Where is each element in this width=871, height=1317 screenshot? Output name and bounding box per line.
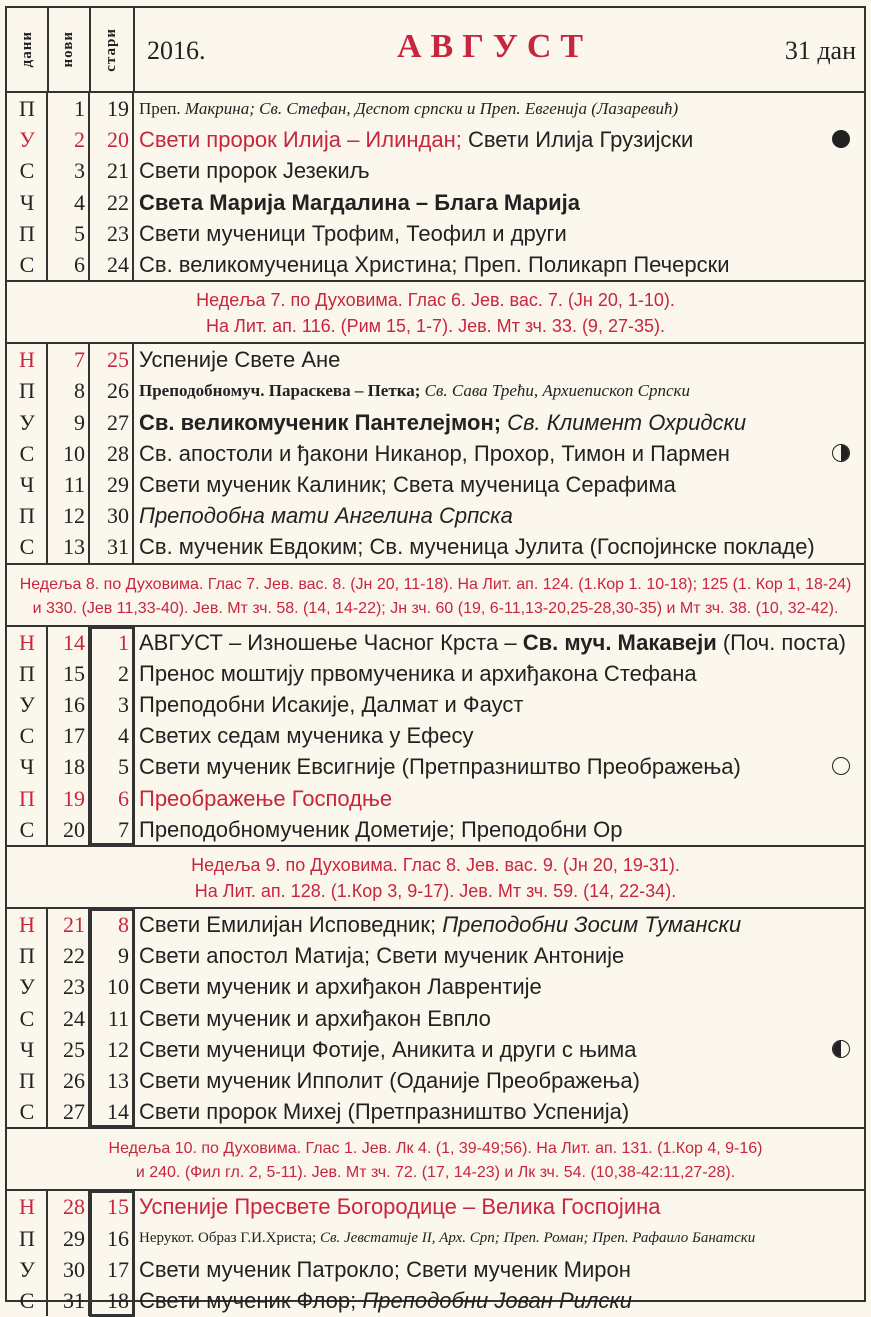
day-row xyxy=(7,909,864,940)
feast-text xyxy=(139,658,697,689)
column-divider xyxy=(46,93,48,280)
day-row xyxy=(7,1034,864,1065)
feast-text xyxy=(139,1223,755,1254)
feast-segment: Преподобни Зосим Тумански xyxy=(442,912,742,937)
new-date-cell: 15 xyxy=(63,660,85,686)
old-date-cell: 22 xyxy=(107,189,129,215)
weekday-cell: С xyxy=(19,1005,35,1031)
feast-text xyxy=(139,407,746,438)
feast-text xyxy=(139,1254,631,1285)
weekday-cell: Н xyxy=(19,347,35,373)
old-date-cell: 5 xyxy=(118,754,129,780)
feast-text xyxy=(139,1096,629,1127)
new-date-cell: 20 xyxy=(63,816,85,842)
weekday-cell: Н xyxy=(19,629,35,655)
column-divider xyxy=(88,344,90,562)
new-date-cell: 4 xyxy=(74,189,85,215)
new-date-cell: 13 xyxy=(63,534,85,560)
feast-text xyxy=(139,1065,640,1096)
new-date-cell: 23 xyxy=(63,974,85,1000)
feast-segment: Преподобномуч. Параскева – Петка; xyxy=(139,381,421,401)
day-row xyxy=(7,1254,864,1285)
feast-text xyxy=(139,1003,491,1034)
sunday-readings xyxy=(7,1127,864,1191)
feast-segment: Свети пророк Језекиљ xyxy=(139,158,370,184)
feast-segment: Свети мученик и архиђакон Лаврентије xyxy=(139,974,542,1000)
weekday-cell: С xyxy=(19,816,35,842)
old-date-cell: 8 xyxy=(118,912,129,937)
feast-segment: (Поч. поста) xyxy=(716,629,846,655)
feast-text xyxy=(139,627,846,658)
column-divider xyxy=(46,627,48,845)
weekday-cell: Ч xyxy=(19,472,35,497)
day-row xyxy=(7,407,864,438)
feast-segment: Свети мученици Фотије, Аникита и други с њима xyxy=(139,1036,637,1062)
weekday-cell: П xyxy=(19,943,35,969)
weekday-cell: П xyxy=(19,1068,35,1093)
old-date-cell: 11 xyxy=(107,1005,129,1031)
feast-segment: Свети мученици Трофим, Теофил и други xyxy=(139,220,567,246)
feast-segment: Преподобни Исакије, Далмат и Фауст xyxy=(139,692,524,717)
day-row xyxy=(7,249,864,280)
old-date-cell: 9 xyxy=(118,943,129,969)
feast-segment: Светих седам мученика у Ефесу xyxy=(139,723,474,749)
weekday-cell: У xyxy=(19,1256,35,1282)
feast-text xyxy=(139,1034,637,1065)
feast-segment: Преподобномученик Дометије; Преподобни Ор xyxy=(139,816,623,842)
sunday-readings xyxy=(7,845,864,909)
feast-segment: Св. Сава Трећи, Архиепископ Српски xyxy=(420,381,690,401)
day-row xyxy=(7,124,864,155)
feast-text xyxy=(139,783,392,814)
feast-segment: Свети Илија Грузијски xyxy=(461,127,694,153)
new-date-cell: 11 xyxy=(63,472,85,497)
feast-segment: Света Марија Магдалина – Блага Марија xyxy=(139,189,580,215)
feast-text xyxy=(139,438,730,469)
sunday-reading-line: и 240. (Фил гл. 2, 5-11). Јев. Мт зч. 72. (17, 14-23) и Лк зч. 54. (10,38-42:11,27-28). xyxy=(135,1164,736,1182)
weekday-cell: С xyxy=(19,440,35,466)
feast-segment: Свети мученик Евсигније (Претпразништво Преображења) xyxy=(139,754,741,780)
feast-text xyxy=(139,531,815,562)
weekday-cell: С xyxy=(19,1288,35,1313)
sunday-reading-line: Недеља 8. по Духовима. Глас 7. Јев. вас. 8. (Јн 20, 11-18). На Лит. ап. 124. (1.Кор 1. 10-18); 125 (1. Кор 1, 18-24) xyxy=(19,575,852,593)
new-date-cell: 14 xyxy=(63,629,85,655)
column-divider xyxy=(46,344,48,562)
column-divider xyxy=(46,909,48,1127)
calendar-header xyxy=(7,8,864,93)
old-date-cell: 7 xyxy=(118,816,129,842)
day-row xyxy=(7,971,864,1002)
day-row xyxy=(7,469,864,500)
old-date-cell: 30 xyxy=(107,503,129,529)
day-row xyxy=(7,1223,864,1254)
old-date-cell: 6 xyxy=(118,785,129,811)
weekday-cell: Н xyxy=(19,1194,35,1220)
new-date-cell: 3 xyxy=(74,158,85,184)
day-row xyxy=(7,1191,864,1222)
feast-segment: Св. муч. Макавеји xyxy=(522,629,717,655)
old-date-cell: 16 xyxy=(107,1225,129,1251)
old-date-cell: 24 xyxy=(107,252,129,277)
sunday-reading-line: Недеља 10. по Духовима. Глас 1. Јев. Лк 4. (1, 39-49;56). На Лит. ап. 131. (1.Кор 4, 9-16) xyxy=(108,1140,763,1158)
old-date-cell: 21 xyxy=(107,158,129,184)
old-column-label: стари xyxy=(102,27,119,72)
feast-text xyxy=(139,689,523,720)
old-date-cell: 13 xyxy=(107,1068,129,1093)
feast-segment: Преображење Господње xyxy=(139,785,393,811)
weekday-cell: Ч xyxy=(19,189,35,215)
new-date-cell: 12 xyxy=(63,503,85,529)
new-date-cell: 6 xyxy=(74,252,85,277)
new-date-cell: 31 xyxy=(63,1288,85,1313)
weekday-cell: У xyxy=(19,974,35,1000)
old-style-frame xyxy=(89,1190,135,1317)
day-row xyxy=(7,155,864,186)
feast-text xyxy=(139,344,340,375)
weekday-cell: С xyxy=(19,158,35,184)
feast-segment: Св. Јевстатије II, Арх. Срп; Преп. Роман; Преп. Рафаило Банатски xyxy=(320,1229,756,1246)
day-row xyxy=(7,1065,864,1096)
feast-segment: Макрина; Св. Стефан, Деспот српски и Преп. Евгенија (Лазаревић) xyxy=(184,99,679,118)
weekday-cell: П xyxy=(19,785,35,811)
weekday-cell: С xyxy=(19,1099,35,1125)
new-date-cell: 2 xyxy=(74,127,85,153)
old-date-cell: 20 xyxy=(107,127,129,153)
new-date-cell: 29 xyxy=(63,1225,85,1251)
feast-segment: Преподобни Јован Рилски xyxy=(362,1288,632,1313)
day-row xyxy=(7,751,864,782)
feast-segment: Свети мученик Патрокло; Свети мученик Мирон xyxy=(139,1256,631,1282)
feast-text xyxy=(139,814,623,845)
day-row xyxy=(7,783,864,814)
old-date-cell: 26 xyxy=(107,378,129,404)
column-divider xyxy=(46,1191,48,1316)
day-row xyxy=(7,1285,864,1316)
feast-segment: Преп. xyxy=(139,99,185,118)
new-date-cell: 25 xyxy=(63,1036,85,1062)
new-date-cell: 9 xyxy=(74,409,85,435)
weekday-cell: П xyxy=(19,378,35,404)
new-date-cell: 19 xyxy=(63,785,85,811)
column-divider xyxy=(132,344,134,562)
day-row xyxy=(7,531,864,562)
feast-text xyxy=(139,720,473,751)
weekday-cell: Ч xyxy=(19,754,35,780)
old-date-cell: 28 xyxy=(107,440,129,466)
sunday-reading-line: Недеља 9. по Духовима. Глас 8. Јев. вас. 9. (Јн 20, 19-31). xyxy=(191,855,680,875)
old-date-cell: 1 xyxy=(118,629,129,655)
feast-text xyxy=(139,971,542,1002)
feast-segment: Свети мученик Флор; xyxy=(139,1288,363,1313)
feast-text xyxy=(139,751,741,782)
day-row xyxy=(7,720,864,751)
old-date-cell: 31 xyxy=(107,534,129,560)
moon-phase-icon xyxy=(832,1040,850,1058)
feast-segment: Св. великомученица Христина; Преп. Поликарп Печерски xyxy=(139,252,730,277)
day-row xyxy=(7,375,864,406)
day-row xyxy=(7,627,864,658)
feast-segment: Св. апостоли и ђакони Никанор, Прохор, Тимон и Пармен xyxy=(139,440,730,466)
weekday-cell: Ч xyxy=(19,1036,35,1062)
weekday-cell: У xyxy=(19,692,35,717)
feast-text xyxy=(139,940,624,971)
day-row xyxy=(7,1096,864,1127)
old-date-cell: 19 xyxy=(107,96,129,121)
feast-segment: Св. Климент Охридски xyxy=(501,409,747,435)
feast-segment: Успеније Пресвете Богородице – Велика Госпојина xyxy=(139,1194,661,1220)
old-date-cell: 27 xyxy=(107,409,129,435)
day-row xyxy=(7,344,864,375)
feast-text xyxy=(139,218,567,249)
new-date-cell: 8 xyxy=(74,378,85,404)
old-style-frame xyxy=(89,626,135,846)
days-column-header xyxy=(7,8,49,91)
sunday-reading-line: и 330. (Јев 11,33-40). Јев. Мт зч. 58. (14, 14-22); Јн зч. 60 (19, 6-11,13-20,25-28,30-35) и Мт зч. 38. (10, 32-42). xyxy=(32,599,839,617)
feast-text xyxy=(139,187,580,218)
feast-segment: АВГУСТ – Изношење Часног Крста – xyxy=(139,629,523,655)
weekday-cell: У xyxy=(19,127,35,153)
weekday-cell: С xyxy=(19,723,35,749)
new-date-cell: 28 xyxy=(63,1194,85,1220)
weekday-cell: П xyxy=(19,660,35,686)
new-date-cell: 18 xyxy=(63,754,85,780)
new-date-cell: 30 xyxy=(63,1256,85,1282)
old-date-cell: 18 xyxy=(107,1288,129,1313)
feast-text xyxy=(139,375,690,406)
feast-segment: Св. мученик Евдоким; Св. мученица Јулита (Госпојинске покладе) xyxy=(139,534,815,560)
weekday-cell: Н xyxy=(19,912,35,937)
new-column-label: нови xyxy=(59,31,76,68)
old-date-cell: 3 xyxy=(118,692,129,717)
feast-segment: Св. великомученик Пантелејмон; xyxy=(139,409,502,435)
feast-text xyxy=(139,93,678,124)
feast-segment: Свети мученик Калиник; Света мученица Серафима xyxy=(139,472,676,497)
new-date-cell: 16 xyxy=(63,692,85,717)
feast-segment: Успеније Свете Ане xyxy=(139,347,341,373)
old-date-cell: 2 xyxy=(118,660,129,686)
day-row xyxy=(7,814,864,845)
day-row xyxy=(7,1003,864,1034)
feast-text xyxy=(139,124,693,155)
feast-text xyxy=(139,249,730,280)
day-row xyxy=(7,940,864,971)
day-row xyxy=(7,500,864,531)
column-divider xyxy=(132,93,134,280)
new-date-cell: 17 xyxy=(63,723,85,749)
day-row xyxy=(7,689,864,720)
feast-text xyxy=(139,1191,661,1222)
old-date-cell: 23 xyxy=(107,220,129,246)
old-date-cell: 12 xyxy=(107,1036,129,1062)
feast-segment: Свети апостол Матија; Свети мученик Антоније xyxy=(139,943,625,969)
feast-segment: Пренос моштију првомученика и архиђакона Стефана xyxy=(139,660,697,686)
weekday-cell: У xyxy=(19,409,35,435)
day-row xyxy=(7,658,864,689)
new-date-cell: 5 xyxy=(74,220,85,246)
old-style-frame xyxy=(89,908,135,1128)
feast-text xyxy=(139,155,370,186)
moon-phase-icon xyxy=(832,757,850,775)
year-label: 2016. xyxy=(147,36,206,65)
feast-text xyxy=(139,469,676,500)
weekday-cell: П xyxy=(19,96,35,121)
weekday-cell: П xyxy=(19,1225,35,1251)
feast-segment: Свети мученик Ипполит (Оданије Преображења) xyxy=(139,1068,640,1093)
moon-phase-icon xyxy=(832,444,850,462)
new-date-cell: 22 xyxy=(63,943,85,969)
old-date-cell: 15 xyxy=(107,1194,129,1220)
weekday-cell: С xyxy=(19,252,35,277)
new-date-cell: 10 xyxy=(63,440,85,466)
day-row xyxy=(7,438,864,469)
new-date-cell: 27 xyxy=(63,1099,85,1125)
new-date-cell: 1 xyxy=(74,96,85,121)
weekday-cell: П xyxy=(19,220,35,246)
old-date-cell: 10 xyxy=(107,974,129,1000)
old-date-cell: 17 xyxy=(107,1256,129,1282)
day-row xyxy=(7,218,864,249)
old-date-cell: 14 xyxy=(107,1099,129,1125)
sunday-reading-line: Недеља 7. по Духовима. Глас 6. Јев. вас. 7. (Јн 20, 1-10). xyxy=(196,290,675,311)
weekday-cell: П xyxy=(19,503,35,529)
day-row xyxy=(7,187,864,218)
weekday-cell: С xyxy=(19,534,35,560)
new-date-cell: 26 xyxy=(63,1068,85,1093)
feast-text xyxy=(139,500,513,531)
new-date-cell: 7 xyxy=(74,347,85,373)
feast-segment: Свети Емилијан Исповедник; xyxy=(139,912,443,937)
days-column-label: дани xyxy=(18,31,35,68)
old-date-cell: 29 xyxy=(107,472,129,497)
feast-text xyxy=(139,909,741,940)
new-date-cell: 24 xyxy=(63,1005,85,1031)
calendar-page xyxy=(5,6,866,1313)
moon-phase-icon xyxy=(832,130,850,148)
sunday-reading-line: На Лит. ап. 116. (Рим 15, 1-7). Јев. Мт зч. 33. (9, 27-35). xyxy=(206,316,665,337)
old-date-cell: 25 xyxy=(107,347,129,373)
feast-segment: Свети пророк Илија – Илиндан; xyxy=(139,127,462,153)
old-date-cell: 4 xyxy=(118,723,129,749)
feast-segment: Преподобна мати Ангелина Српска xyxy=(139,503,513,529)
day-row xyxy=(7,93,864,124)
feast-segment: Свети пророк Михеј (Претпразништво Успенија) xyxy=(139,1099,630,1125)
feast-segment: Свети мученик и архиђакон Евпло xyxy=(139,1005,491,1031)
feast-segment: Нерукот. Образ Г.И.Христа; xyxy=(139,1229,320,1246)
month-title: АВГУСТ xyxy=(397,28,593,65)
new-date-cell: 21 xyxy=(63,912,85,937)
sunday-readings xyxy=(7,563,864,627)
sunday-readings xyxy=(7,280,864,344)
old-column-header xyxy=(89,8,135,91)
new-column-header xyxy=(47,8,91,91)
sunday-reading-line: На Лит. ап. 128. (1.Кор 3, 9-17). Јев. Мт зч. 59. (14, 22-34). xyxy=(194,881,677,901)
column-divider xyxy=(88,93,90,280)
feast-text xyxy=(139,1285,632,1316)
days-count: 31 дан xyxy=(784,36,856,65)
